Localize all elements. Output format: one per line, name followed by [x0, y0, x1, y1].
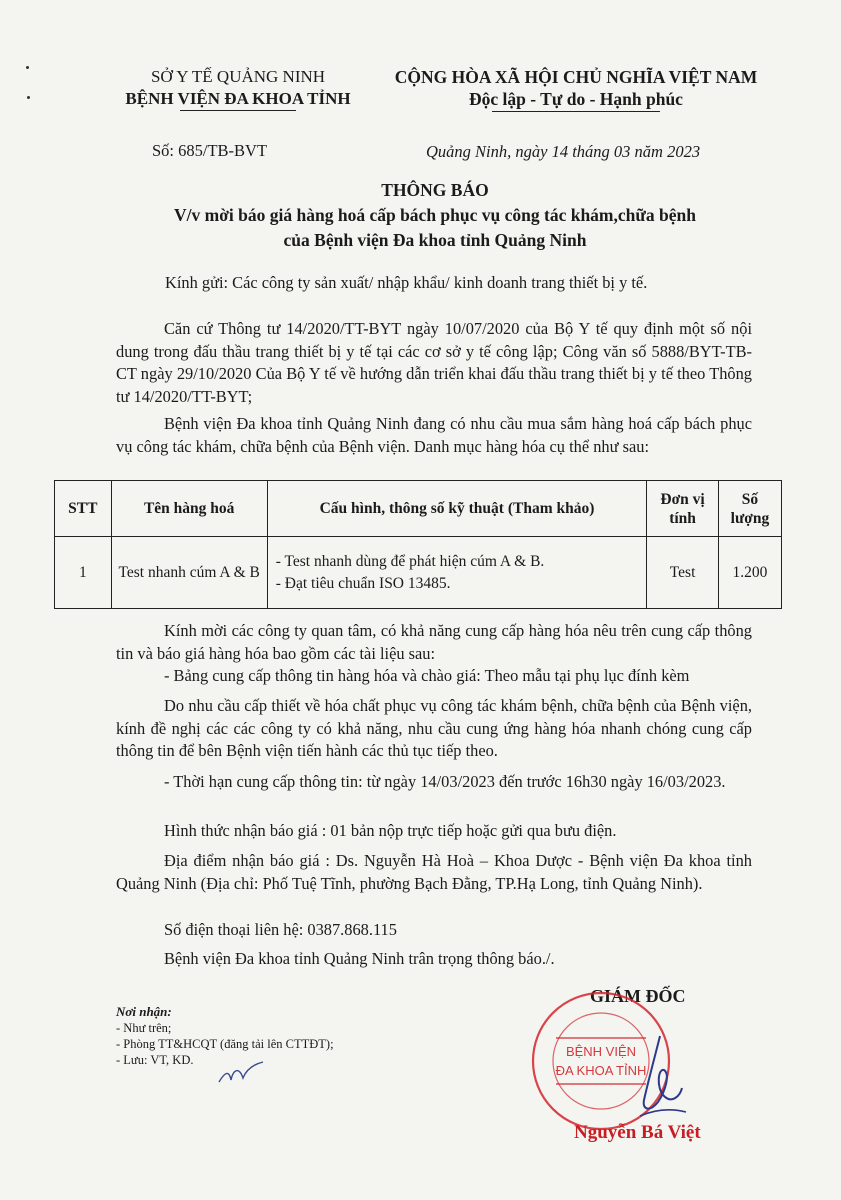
spec-line-2: - Đạt tiêu chuẩn ISO 13485. — [275, 574, 451, 592]
handwritten-signature — [620, 1030, 700, 1130]
table-row — [55, 537, 782, 609]
signer-name: Nguyễn Bá Việt — [574, 1122, 701, 1143]
deadline-item: - Thời hạn cung cấp thông tin: từ ngày 14/03/2023 đến trước 16h30 ngày 16/03/2023. — [164, 772, 726, 791]
stamp-text-line2: ĐA KHOA TỈNH — [555, 1063, 647, 1078]
spec-line-1: - Test nhanh dùng để phát hiện cúm A & B. — [275, 552, 545, 570]
scan-dot — [27, 96, 30, 99]
notice-title: THÔNG BÁO — [381, 180, 489, 200]
recipients-block — [116, 1004, 416, 1068]
notice-subject-line2: của Bệnh viện Đa khoa tỉnh Quảng Ninh — [283, 230, 587, 250]
cell-stt: 1 — [55, 537, 112, 609]
notice-subject-line1: V/v mời báo giá hàng hoá cấp bách phục vụ công tác khám,chữa bệnh — [174, 205, 696, 225]
header-right-divider — [492, 111, 660, 112]
table-header-row — [55, 481, 782, 537]
recipient-item: - Phòng TT&HCQT (đăng tải lên CTTĐT); — [116, 1037, 334, 1051]
national-motto: Độc lập - Tự do - Hạnh phúc — [469, 89, 683, 109]
national-title: CỘNG HÒA XÃ HỘI CHỦ NGHĨA VIỆT NAM — [394, 67, 758, 87]
cell-spec — [267, 537, 647, 609]
cell-qty: 1.200 — [718, 537, 781, 609]
urgency-paragraph: Do nhu cầu cấp thiết về hóa chất phục vụ công tác khám bệnh, chữa bệnh của Bệnh viện, kính đề nghị các các công ty có khả năng, nhu cầu cung ứng hàng hóa nhanh chóng cung cấp thông tin để bên Bệnh viện tiến hành các thủ tục tiếp theo. — [116, 696, 752, 761]
recipient-line: Kính gửi: Các công ty sản xuất/ nhập khẩu/ kinh doanh trang thiết bị y tế. — [165, 273, 648, 292]
col-qty: Số lượng — [718, 481, 781, 537]
signer-position: GIÁM ĐỐC — [590, 986, 686, 1006]
submission-address: Địa điểm nhận báo giá : Ds. Nguyễn Hà Hoà – Khoa Dược - Bệnh viện Đa khoa tỉnh Quảng Ninh (Địa chỉ: Phố Tuệ Tĩnh, phường Bạch Đằng, TP.Hạ Long, tỉnh Quảng Ninh). — [116, 851, 752, 893]
documents-item: - Bảng cung cấp thông tin hàng hóa và chào giá: Theo mẫu tại phụ lục đính kèm — [164, 666, 690, 685]
recipients-title: Nơi nhận: — [116, 1004, 172, 1019]
agency-name: SỞ Y TẾ QUẢNG NINH — [150, 67, 326, 86]
invitation-paragraph: Kính mời các công ty quan tâm, có khả năng cung cấp hàng hóa nêu trên cung cấp thông tin và báo giá hàng hóa bao gồm các tài liệu sau: — [116, 621, 752, 663]
col-stt: STT — [55, 481, 112, 537]
cell-unit: Test — [647, 537, 719, 609]
legal-basis-paragraph: Căn cứ Thông tư 14/2020/TT-BYT ngày 10/07/2020 của Bộ Y tế quy định một số nội dung trong đấu thầu trang thiết bị y tế tại các cơ sở y tế công lập; Công văn số 5888/BYT-TB-CT ngày 29/10/2020 Của Bộ Y tế về hướng dẫn triển khai đấu thầu trang thiết bị y tế theo Thông tư 14/2020/TT-BYT; — [116, 319, 752, 406]
closing-line: Bệnh viện Đa khoa tỉnh Quảng Ninh trân trọng thông báo./. — [164, 949, 555, 968]
notice-title-block — [60, 178, 810, 253]
stamp-text-line1: BỆNH VIỆN — [565, 1044, 637, 1059]
items-table — [54, 480, 782, 609]
document-number: Số: 685/TB-BVT — [152, 141, 268, 160]
contact-phone: Số điện thoại liên hệ: 0387.868.115 — [164, 920, 397, 939]
cell-name: Test nhanh cúm A & B — [111, 537, 267, 609]
recipient-item: - Như trên; — [116, 1021, 172, 1035]
col-unit: Đơn vị tính — [647, 481, 719, 537]
agency-header — [88, 66, 388, 110]
header-left-divider — [180, 110, 296, 111]
col-name: Tên hàng hoá — [111, 481, 267, 537]
initials-mark — [215, 1060, 267, 1090]
recipient-item: - Lưu: VT, KD. — [116, 1053, 194, 1067]
scan-dot — [26, 66, 29, 69]
national-header — [376, 66, 776, 110]
hospital-name: BỆNH VIỆN ĐA KHOA TỈNH — [125, 89, 351, 108]
need-paragraph: Bệnh viện Đa khoa tỉnh Quảng Ninh đang có nhu cầu mua sắm hàng hoá cấp bách phục vụ công tác khám, chữa bệnh của Bệnh viện. Danh mục hàng hóa cụ thể như sau: — [116, 414, 752, 456]
submission-method: Hình thức nhận báo giá : 01 bản nộp trực tiếp hoặc gửi qua bưu điện. — [164, 821, 617, 840]
col-spec: Cấu hình, thông số kỹ thuật (Tham khảo) — [267, 481, 647, 537]
place-date: Quảng Ninh, ngày 14 tháng 03 năm 2023 — [426, 142, 701, 161]
